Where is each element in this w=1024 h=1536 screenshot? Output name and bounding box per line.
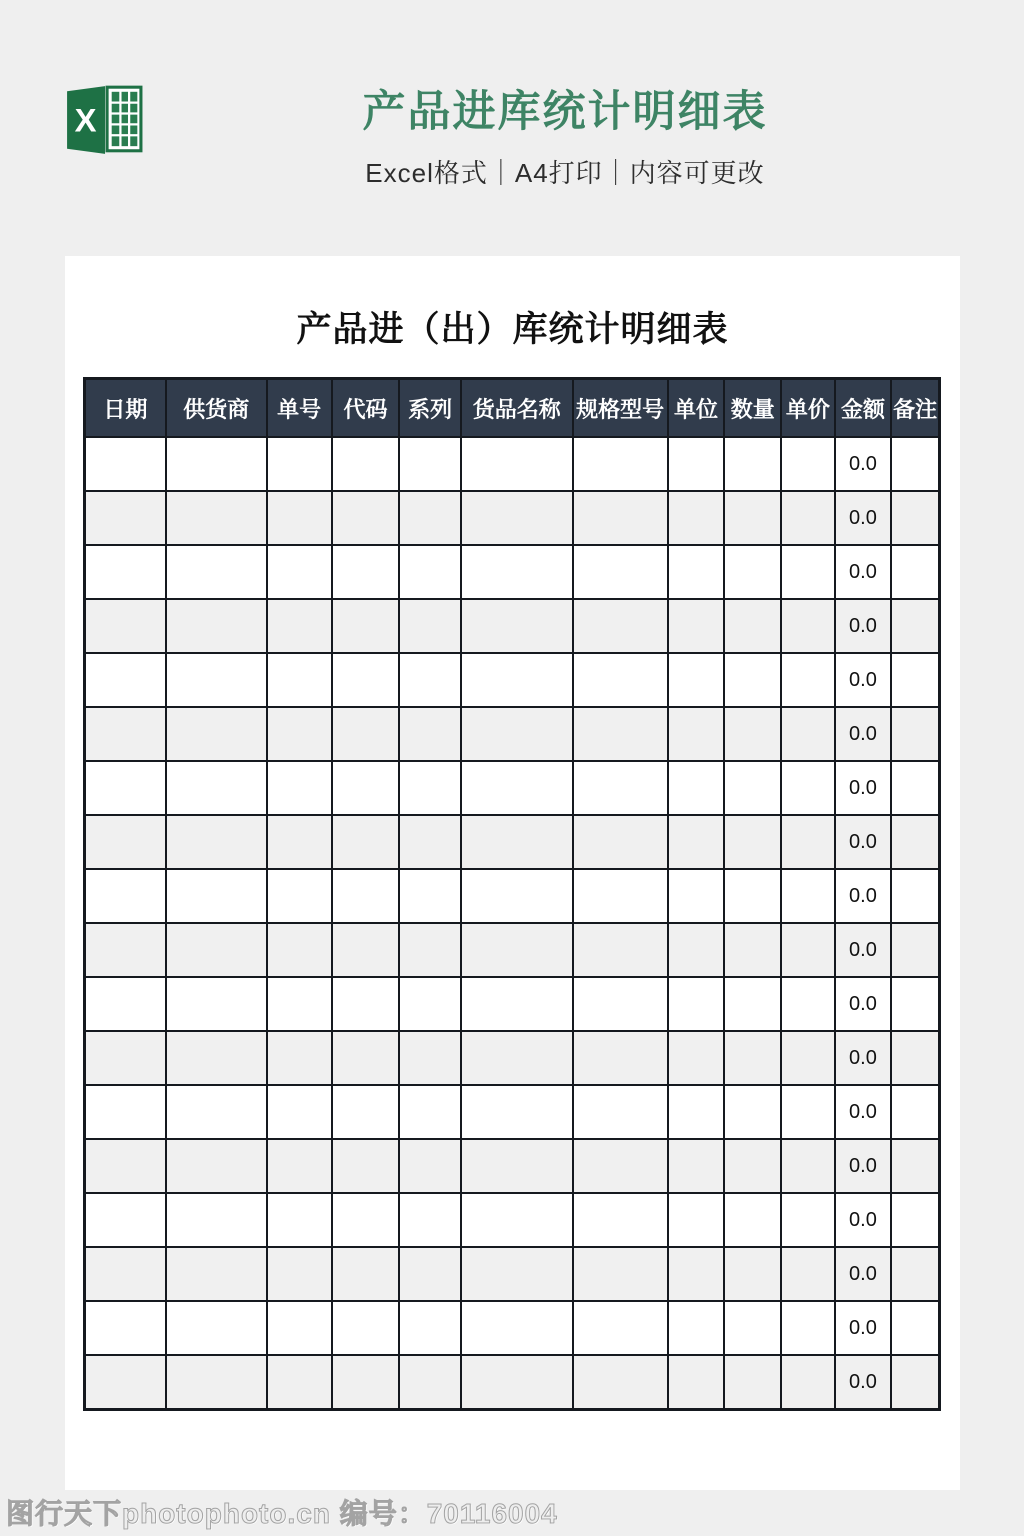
table-row bbox=[85, 545, 940, 599]
cell-spec_model bbox=[573, 707, 668, 761]
cell-supplier bbox=[166, 491, 267, 545]
table-row bbox=[85, 977, 940, 1031]
cell-spec_model bbox=[573, 653, 668, 707]
cell-unit_price bbox=[781, 1301, 834, 1355]
cell-unit bbox=[668, 1031, 725, 1085]
cell-remarks bbox=[891, 1247, 939, 1301]
column-header-code: 代码 bbox=[332, 379, 400, 438]
cell-unit_price bbox=[781, 815, 834, 869]
table-row bbox=[85, 1301, 940, 1355]
cell-spec_model bbox=[573, 599, 668, 653]
excel-icon bbox=[64, 84, 144, 156]
cell-unit_price bbox=[781, 1193, 834, 1247]
cell-code bbox=[332, 923, 400, 977]
column-header-quantity: 数量 bbox=[724, 379, 781, 438]
cell-amount: 0.0 bbox=[835, 977, 892, 1031]
cell-product_name bbox=[461, 1247, 573, 1301]
table-row bbox=[85, 1031, 940, 1085]
cell-spec_model bbox=[573, 815, 668, 869]
cell-date bbox=[85, 1139, 166, 1193]
page-title: 产品进库统计明细表 bbox=[362, 88, 768, 136]
cell-amount: 0.0 bbox=[835, 815, 892, 869]
cell-series bbox=[399, 1193, 461, 1247]
cell-date bbox=[85, 923, 166, 977]
cell-remarks bbox=[891, 491, 939, 545]
watermark: 图行天下photophoto.cn 编号：70116004 bbox=[6, 1498, 558, 1529]
cell-unit_price bbox=[781, 923, 834, 977]
cell-order_no bbox=[267, 1193, 332, 1247]
cell-unit_price bbox=[781, 1139, 834, 1193]
table-row bbox=[85, 437, 940, 491]
cell-quantity bbox=[724, 1139, 781, 1193]
cell-spec_model bbox=[573, 1085, 668, 1139]
cell-date bbox=[85, 707, 166, 761]
cell-unit bbox=[668, 761, 725, 815]
cell-code bbox=[332, 1355, 400, 1410]
cell-quantity bbox=[724, 761, 781, 815]
cell-remarks bbox=[891, 1031, 939, 1085]
cell-order_no bbox=[267, 869, 332, 923]
cell-series bbox=[399, 977, 461, 1031]
cell-date bbox=[85, 977, 166, 1031]
cell-code bbox=[332, 653, 400, 707]
sheet-title: 产品进（出）库统计明细表 bbox=[296, 310, 729, 349]
table-row bbox=[85, 1085, 940, 1139]
cell-quantity bbox=[724, 1193, 781, 1247]
cell-remarks bbox=[891, 1139, 939, 1193]
cell-date bbox=[85, 491, 166, 545]
cell-order_no bbox=[267, 1301, 332, 1355]
cell-product_name bbox=[461, 923, 573, 977]
cell-order_no bbox=[267, 653, 332, 707]
cell-order_no bbox=[267, 707, 332, 761]
cell-supplier bbox=[166, 815, 267, 869]
cell-quantity bbox=[724, 491, 781, 545]
cell-spec_model bbox=[573, 1247, 668, 1301]
excel-x-letter: X bbox=[74, 101, 97, 139]
cell-quantity bbox=[724, 1247, 781, 1301]
cell-code bbox=[332, 1247, 400, 1301]
cell-supplier bbox=[166, 923, 267, 977]
cell-order_no bbox=[267, 815, 332, 869]
cell-amount: 0.0 bbox=[835, 1193, 892, 1247]
cell-quantity bbox=[724, 437, 781, 491]
cell-code bbox=[332, 761, 400, 815]
cell-supplier bbox=[166, 1355, 267, 1410]
cell-order_no bbox=[267, 1031, 332, 1085]
cell-amount: 0.0 bbox=[835, 1355, 892, 1410]
cell-product_name bbox=[461, 1355, 573, 1410]
cell-spec_model bbox=[573, 1139, 668, 1193]
cell-remarks bbox=[891, 653, 939, 707]
cell-order_no bbox=[267, 599, 332, 653]
cell-unit bbox=[668, 815, 725, 869]
cell-series bbox=[399, 761, 461, 815]
cell-order_no bbox=[267, 1355, 332, 1410]
cell-date bbox=[85, 1247, 166, 1301]
column-header-date: 日期 bbox=[85, 379, 166, 438]
cell-remarks bbox=[891, 815, 939, 869]
cell-unit_price bbox=[781, 437, 834, 491]
cell-unit_price bbox=[781, 1247, 834, 1301]
cell-amount: 0.0 bbox=[835, 869, 892, 923]
cell-spec_model bbox=[573, 761, 668, 815]
cell-unit bbox=[668, 491, 725, 545]
cell-code bbox=[332, 1193, 400, 1247]
column-header-supplier: 供货商 bbox=[166, 379, 267, 438]
cell-series bbox=[399, 923, 461, 977]
cell-supplier bbox=[166, 1085, 267, 1139]
cell-quantity bbox=[724, 977, 781, 1031]
cell-series bbox=[399, 1301, 461, 1355]
template-header bbox=[0, 0, 1024, 230]
cell-amount: 0.0 bbox=[835, 923, 892, 977]
cell-quantity bbox=[724, 653, 781, 707]
cell-date bbox=[85, 869, 166, 923]
cell-spec_model bbox=[573, 491, 668, 545]
cell-code bbox=[332, 707, 400, 761]
cell-unit bbox=[668, 1247, 725, 1301]
cell-unit bbox=[668, 599, 725, 653]
cell-series bbox=[399, 437, 461, 491]
cell-supplier bbox=[166, 1247, 267, 1301]
cell-date bbox=[85, 437, 166, 491]
excel-logo bbox=[64, 84, 144, 156]
table-row bbox=[85, 761, 940, 815]
cell-product_name bbox=[461, 1139, 573, 1193]
cell-spec_model bbox=[573, 923, 668, 977]
cell-product_name bbox=[461, 599, 573, 653]
cell-product_name bbox=[461, 491, 573, 545]
cell-supplier bbox=[166, 869, 267, 923]
cell-amount: 0.0 bbox=[835, 437, 892, 491]
table-row bbox=[85, 923, 940, 977]
cell-product_name bbox=[461, 761, 573, 815]
cell-quantity bbox=[724, 1301, 781, 1355]
cell-remarks bbox=[891, 1085, 939, 1139]
table-header-row bbox=[85, 379, 940, 438]
table-row bbox=[85, 1193, 940, 1247]
cell-spec_model bbox=[573, 437, 668, 491]
cell-quantity bbox=[724, 1031, 781, 1085]
cell-unit_price bbox=[781, 491, 834, 545]
cell-code bbox=[332, 869, 400, 923]
cell-code bbox=[332, 437, 400, 491]
cell-date bbox=[85, 545, 166, 599]
cell-product_name bbox=[461, 545, 573, 599]
cell-unit_price bbox=[781, 1031, 834, 1085]
cell-supplier bbox=[166, 1301, 267, 1355]
cell-remarks bbox=[891, 437, 939, 491]
cell-supplier bbox=[166, 437, 267, 491]
cell-unit bbox=[668, 437, 725, 491]
preview-card bbox=[65, 256, 960, 1490]
cell-unit_price bbox=[781, 1355, 834, 1410]
cell-order_no bbox=[267, 977, 332, 1031]
cell-series bbox=[399, 1355, 461, 1410]
cell-remarks bbox=[891, 1355, 939, 1410]
table-row bbox=[85, 1139, 940, 1193]
cell-unit bbox=[668, 977, 725, 1031]
cell-order_no bbox=[267, 437, 332, 491]
cell-unit bbox=[668, 869, 725, 923]
table-row bbox=[85, 1247, 940, 1301]
cell-series bbox=[399, 869, 461, 923]
cell-unit_price bbox=[781, 869, 834, 923]
cell-series bbox=[399, 707, 461, 761]
cell-date bbox=[85, 1085, 166, 1139]
cell-unit_price bbox=[781, 599, 834, 653]
cell-unit bbox=[668, 1085, 725, 1139]
cell-code bbox=[332, 977, 400, 1031]
cell-product_name bbox=[461, 977, 573, 1031]
cell-amount: 0.0 bbox=[835, 491, 892, 545]
table-row bbox=[85, 815, 940, 869]
cell-product_name bbox=[461, 653, 573, 707]
cell-remarks bbox=[891, 599, 939, 653]
cell-order_no bbox=[267, 923, 332, 977]
cell-unit_price bbox=[781, 761, 834, 815]
cell-amount: 0.0 bbox=[835, 1085, 892, 1139]
cell-amount: 0.0 bbox=[835, 1031, 892, 1085]
cell-quantity bbox=[724, 869, 781, 923]
cell-amount: 0.0 bbox=[835, 1139, 892, 1193]
cell-amount: 0.0 bbox=[835, 653, 892, 707]
cell-supplier bbox=[166, 761, 267, 815]
table-row bbox=[85, 491, 940, 545]
cell-unit_price bbox=[781, 1085, 834, 1139]
column-header-amount: 金额 bbox=[835, 379, 892, 438]
cell-order_no bbox=[267, 761, 332, 815]
cell-quantity bbox=[724, 815, 781, 869]
cell-amount: 0.0 bbox=[835, 545, 892, 599]
cell-product_name bbox=[461, 1085, 573, 1139]
table-row bbox=[85, 869, 940, 923]
cell-unit bbox=[668, 1139, 725, 1193]
cell-code bbox=[332, 545, 400, 599]
cell-quantity bbox=[724, 545, 781, 599]
cell-code bbox=[332, 599, 400, 653]
cell-product_name bbox=[461, 1301, 573, 1355]
cell-quantity bbox=[724, 707, 781, 761]
table-row bbox=[85, 599, 940, 653]
cell-order_no bbox=[267, 1247, 332, 1301]
cell-supplier bbox=[166, 653, 267, 707]
cell-remarks bbox=[891, 761, 939, 815]
cell-date bbox=[85, 599, 166, 653]
cell-date bbox=[85, 815, 166, 869]
cell-series bbox=[399, 653, 461, 707]
cell-code bbox=[332, 815, 400, 869]
cell-spec_model bbox=[573, 1301, 668, 1355]
cell-remarks bbox=[891, 977, 939, 1031]
page-subtitle: Excel格式｜A4打印｜内容可更改 bbox=[365, 158, 765, 189]
cell-code bbox=[332, 491, 400, 545]
cell-spec_model bbox=[573, 1031, 668, 1085]
cell-amount: 0.0 bbox=[835, 707, 892, 761]
cell-remarks bbox=[891, 707, 939, 761]
cell-quantity bbox=[724, 599, 781, 653]
cell-spec_model bbox=[573, 1355, 668, 1410]
cell-unit bbox=[668, 1193, 725, 1247]
cell-amount: 0.0 bbox=[835, 761, 892, 815]
cell-order_no bbox=[267, 1085, 332, 1139]
column-header-order_no: 单号 bbox=[267, 379, 332, 438]
cell-unit bbox=[668, 923, 725, 977]
cell-series bbox=[399, 815, 461, 869]
cell-product_name bbox=[461, 815, 573, 869]
cell-unit_price bbox=[781, 545, 834, 599]
cell-unit bbox=[668, 545, 725, 599]
cell-remarks bbox=[891, 923, 939, 977]
cell-spec_model bbox=[573, 545, 668, 599]
cell-amount: 0.0 bbox=[835, 1247, 892, 1301]
cell-product_name bbox=[461, 869, 573, 923]
cell-unit_price bbox=[781, 653, 834, 707]
cell-product_name bbox=[461, 1193, 573, 1247]
cell-product_name bbox=[461, 437, 573, 491]
column-header-unit_price: 单价 bbox=[781, 379, 834, 438]
column-header-unit: 单位 bbox=[668, 379, 725, 438]
cell-unit bbox=[668, 1355, 725, 1410]
cell-product_name bbox=[461, 707, 573, 761]
cell-date bbox=[85, 653, 166, 707]
table-head bbox=[85, 379, 940, 438]
column-header-remarks: 备注 bbox=[891, 379, 939, 438]
column-header-spec_model: 规格型号 bbox=[573, 379, 668, 438]
cell-amount: 0.0 bbox=[835, 599, 892, 653]
cell-remarks bbox=[891, 1193, 939, 1247]
cell-supplier bbox=[166, 977, 267, 1031]
cell-supplier bbox=[166, 707, 267, 761]
cell-remarks bbox=[891, 545, 939, 599]
cell-series bbox=[399, 1247, 461, 1301]
cell-series bbox=[399, 491, 461, 545]
cell-spec_model bbox=[573, 977, 668, 1031]
table-row bbox=[85, 653, 940, 707]
cell-product_name bbox=[461, 1031, 573, 1085]
cell-date bbox=[85, 1193, 166, 1247]
cell-order_no bbox=[267, 1139, 332, 1193]
cell-date bbox=[85, 1355, 166, 1410]
cell-series bbox=[399, 1031, 461, 1085]
cell-code bbox=[332, 1301, 400, 1355]
cell-supplier bbox=[166, 1031, 267, 1085]
inventory-table bbox=[83, 377, 941, 1411]
cell-date bbox=[85, 1031, 166, 1085]
cell-unit bbox=[668, 1301, 725, 1355]
cell-unit_price bbox=[781, 977, 834, 1031]
table-row bbox=[85, 1355, 940, 1410]
cell-unit_price bbox=[781, 707, 834, 761]
cell-code bbox=[332, 1031, 400, 1085]
cell-spec_model bbox=[573, 869, 668, 923]
table-body bbox=[85, 437, 940, 1410]
table-row bbox=[85, 707, 940, 761]
cell-amount: 0.0 bbox=[835, 1301, 892, 1355]
cell-spec_model bbox=[573, 1193, 668, 1247]
cell-series bbox=[399, 1085, 461, 1139]
cell-quantity bbox=[724, 923, 781, 977]
cell-date bbox=[85, 1301, 166, 1355]
cell-unit bbox=[668, 707, 725, 761]
cell-code bbox=[332, 1085, 400, 1139]
cell-series bbox=[399, 599, 461, 653]
cell-supplier bbox=[166, 599, 267, 653]
column-header-product_name: 货品名称 bbox=[461, 379, 573, 438]
title-block bbox=[240, 88, 890, 190]
cell-order_no bbox=[267, 545, 332, 599]
cell-remarks bbox=[891, 1301, 939, 1355]
cell-supplier bbox=[166, 1193, 267, 1247]
cell-series bbox=[399, 1139, 461, 1193]
cell-series bbox=[399, 545, 461, 599]
cell-unit bbox=[668, 653, 725, 707]
cell-supplier bbox=[166, 545, 267, 599]
cell-quantity bbox=[724, 1355, 781, 1410]
cell-remarks bbox=[891, 869, 939, 923]
cell-code bbox=[332, 1139, 400, 1193]
cell-order_no bbox=[267, 491, 332, 545]
cell-date bbox=[85, 761, 166, 815]
column-header-series: 系列 bbox=[399, 379, 461, 438]
cell-supplier bbox=[166, 1139, 267, 1193]
cell-quantity bbox=[724, 1085, 781, 1139]
